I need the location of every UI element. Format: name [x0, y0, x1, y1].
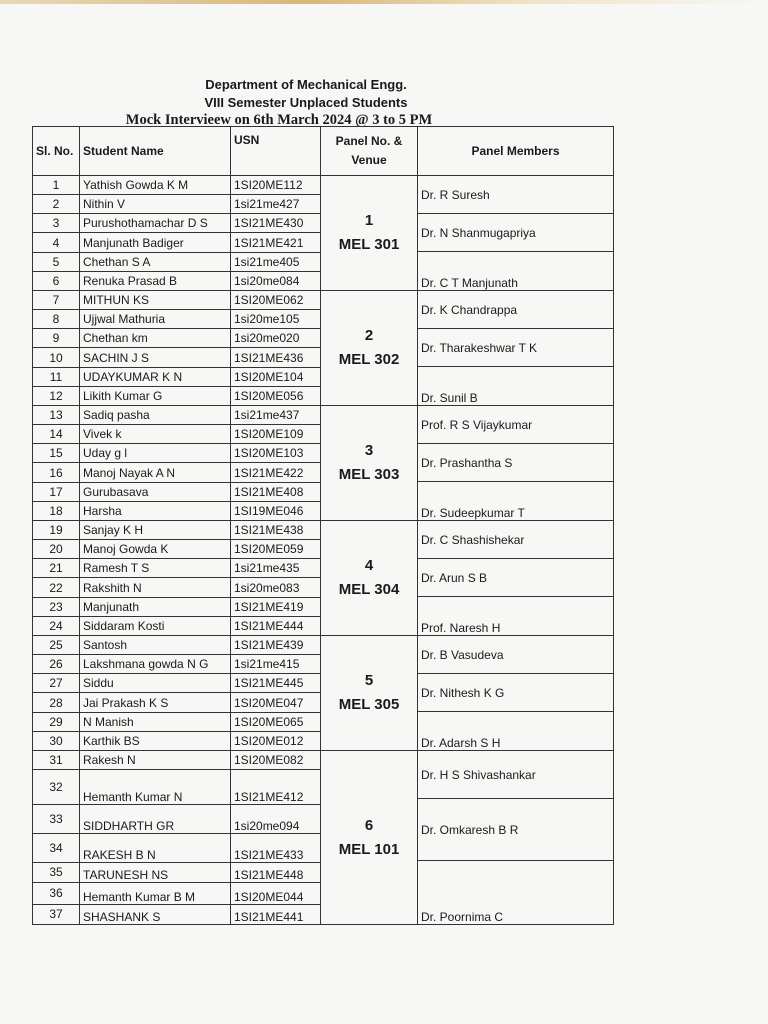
sl-no-cell: 26 — [33, 655, 80, 674]
table-row — [33, 636, 614, 655]
interview-schedule-title: Mock Intervieew on 6th March 2024 @ 3 to 5 PM — [125, 112, 433, 128]
table-row — [33, 751, 614, 770]
panel-member-name: Dr. Poornima C — [421, 910, 504, 924]
student-name-cell: Sadiq pasha — [80, 406, 231, 425]
student-name-cell: Hemanth Kumar B M — [80, 882, 231, 904]
panel-venue-cell — [321, 521, 418, 636]
sl-no-cell: 11 — [33, 367, 80, 386]
panel-member — [418, 559, 613, 597]
student-name-cell: Karthik BS — [80, 731, 231, 750]
panel-venue-cell — [321, 406, 418, 521]
panel-member — [418, 597, 613, 635]
sl-no-cell: 37 — [33, 904, 80, 924]
panel-member-name: Dr. Sudeepkumar T — [421, 506, 525, 520]
student-name-cell: TARUNESH NS — [80, 862, 231, 882]
header-sl-no: Sl. No. — [33, 127, 80, 176]
panel-member — [418, 176, 613, 214]
panel-member-name: Prof. R S Vijaykumar — [421, 417, 533, 432]
student-name-cell: Lakshmana gowda N G — [80, 655, 231, 674]
table-row — [33, 406, 614, 425]
student-name-cell: Sanjay K H — [80, 521, 231, 540]
usn-cell: 1SI21ME408 — [231, 482, 321, 501]
panel-venue: MEL 304 — [338, 581, 400, 598]
usn-cell: 1SI20ME056 — [231, 386, 321, 405]
usn-cell: 1SI21ME441 — [231, 904, 321, 924]
student-name-cell: Gurubasava — [80, 482, 231, 501]
semester-subtitle: VIII Semester Unplaced Students — [204, 95, 408, 110]
student-name-cell: Manoj Gowda K — [80, 540, 231, 559]
table-row — [33, 176, 614, 195]
panel-members-cell — [418, 636, 614, 751]
sl-no-cell: 20 — [33, 540, 80, 559]
student-name-cell: SACHIN J S — [80, 348, 231, 367]
usn-cell: 1SI21ME438 — [231, 521, 321, 540]
usn-cell: 1SI20ME103 — [231, 444, 321, 463]
table-header-row — [33, 127, 614, 176]
usn-cell: 1SI21ME433 — [231, 834, 321, 862]
student-name-cell: Manoj Nayak A N — [80, 463, 231, 482]
panel-venue: MEL 302 — [338, 351, 400, 368]
panel-member-name: Prof. Naresh H — [421, 621, 501, 635]
usn-cell: 1si20me084 — [231, 271, 321, 290]
panel-number: 6 — [364, 816, 374, 834]
panel-member-name: Dr. Prashantha S — [421, 455, 513, 470]
sl-no-cell: 12 — [33, 386, 80, 405]
student-name-cell: Manjunath — [80, 597, 231, 616]
student-name-cell: Rakesh N — [80, 751, 231, 770]
header-panel-line2: Venue — [351, 153, 387, 167]
panel-member — [418, 291, 613, 329]
usn-cell: 1si21me415 — [231, 655, 321, 674]
student-name-cell: Harsha — [80, 501, 231, 520]
panel-member — [418, 482, 613, 520]
student-name-cell: Manjunath Badiger — [80, 233, 231, 252]
usn-cell: 1SI21ME422 — [231, 463, 321, 482]
panel-member — [418, 367, 613, 405]
panel-member — [418, 751, 613, 799]
panel-member-name: Dr. Adarsh S H — [421, 736, 501, 750]
panel-member-name: Dr. R Suresh — [421, 187, 490, 202]
panel-member-name: Dr. B Vasudeva — [421, 647, 504, 662]
student-name-cell: Likith Kumar G — [80, 386, 231, 405]
student-name-cell: Uday g l — [80, 444, 231, 463]
student-name-cell: Chethan S A — [80, 252, 231, 271]
sl-no-cell: 18 — [33, 501, 80, 520]
sl-no-cell: 13 — [33, 406, 80, 425]
sl-no-cell: 27 — [33, 674, 80, 693]
panel-number: 5 — [364, 672, 374, 689]
panel-members-cell — [418, 751, 614, 925]
department-title: Department of Mechanical Engg. — [205, 77, 407, 92]
sl-no-cell: 29 — [33, 712, 80, 731]
usn-cell: 1SI20ME109 — [231, 425, 321, 444]
usn-cell: 1SI21ME412 — [231, 770, 321, 805]
panel-venue-cell — [321, 751, 418, 925]
panel-members-cell — [418, 176, 614, 291]
table-row — [33, 291, 614, 310]
panel-number: 2 — [364, 327, 374, 344]
student-name-cell: Hemanth Kumar N — [80, 770, 231, 805]
sl-no-cell: 4 — [33, 233, 80, 252]
sl-no-cell: 1 — [33, 176, 80, 195]
sl-no-cell: 3 — [33, 214, 80, 233]
panel-member-name: Dr. Omkaresh B R — [421, 822, 519, 837]
table-body — [33, 176, 614, 925]
student-name-cell: Jai Prakash K S — [80, 693, 231, 712]
mock-interview-table — [32, 126, 614, 925]
student-name-cell: N Manish — [80, 712, 231, 731]
sl-no-cell: 32 — [33, 770, 80, 805]
panel-venue: MEL 303 — [338, 466, 400, 483]
panel-member — [418, 636, 613, 674]
panel-member — [418, 214, 613, 252]
sl-no-cell: 30 — [33, 731, 80, 750]
sl-no-cell: 21 — [33, 559, 80, 578]
panel-venue: MEL 301 — [338, 236, 400, 253]
panel-member — [418, 861, 613, 924]
header-usn: USN — [231, 127, 321, 176]
sl-no-cell: 25 — [33, 636, 80, 655]
panel-number: 4 — [364, 557, 374, 574]
student-name-cell: Santosh — [80, 636, 231, 655]
sl-no-cell: 23 — [33, 597, 80, 616]
table-row — [33, 521, 614, 540]
sl-no-cell: 8 — [33, 310, 80, 329]
panel-members-cell — [418, 291, 614, 406]
panel-member — [418, 799, 613, 861]
panel-member-name: Dr. C T Manjunath — [421, 276, 518, 290]
usn-cell: 1SI21ME439 — [231, 636, 321, 655]
usn-cell: 1SI20ME012 — [231, 731, 321, 750]
panel-member — [418, 674, 613, 712]
panel-venue-cell — [321, 291, 418, 406]
usn-cell: 1SI21ME421 — [231, 233, 321, 252]
usn-cell: 1SI21ME430 — [231, 214, 321, 233]
sl-no-cell: 7 — [33, 291, 80, 310]
header-panel-members: Panel Members — [418, 127, 614, 176]
panel-venue: MEL 101 — [338, 840, 400, 858]
sl-no-cell: 14 — [33, 425, 80, 444]
usn-cell: 1SI21ME445 — [231, 674, 321, 693]
student-name-cell: Ramesh T S — [80, 559, 231, 578]
usn-cell: 1si20me020 — [231, 329, 321, 348]
usn-cell: 1si21me435 — [231, 559, 321, 578]
sl-no-cell: 36 — [33, 882, 80, 904]
panel-number: 1 — [364, 212, 374, 229]
panel-members-cell — [418, 521, 614, 636]
student-name-cell: Renuka Prasad B — [80, 271, 231, 290]
panel-member — [418, 712, 613, 750]
student-name-cell: MITHUN KS — [80, 291, 231, 310]
usn-cell: 1si20me083 — [231, 578, 321, 597]
sl-no-cell: 24 — [33, 616, 80, 635]
student-name-cell: Purushothamachar D S — [80, 214, 231, 233]
student-name-cell: Rakshith N — [80, 578, 231, 597]
student-name-cell: Ujjwal Mathuria — [80, 310, 231, 329]
student-name-cell: UDAYKUMAR K N — [80, 367, 231, 386]
usn-cell: 1SI21ME436 — [231, 348, 321, 367]
panel-member — [418, 329, 613, 367]
panel-member — [418, 252, 613, 290]
header-panel-line1: Panel No. & — [335, 134, 403, 148]
student-name-cell: Siddu — [80, 674, 231, 693]
sl-no-cell: 34 — [33, 834, 80, 862]
student-name-cell: Yathish Gowda K M — [80, 176, 231, 195]
usn-cell: 1SI20ME047 — [231, 693, 321, 712]
panel-venue-cell — [321, 636, 418, 751]
sl-no-cell: 16 — [33, 463, 80, 482]
usn-cell: 1SI21ME448 — [231, 862, 321, 882]
student-name-cell: SIDDHARTH GR — [80, 805, 231, 834]
panel-member-name: Dr. H S Shivashankar — [421, 767, 536, 782]
panel-member-name: Dr. Sunil B — [421, 391, 478, 405]
usn-cell: 1SI20ME044 — [231, 882, 321, 904]
sl-no-cell: 17 — [33, 482, 80, 501]
panel-member-name: Dr. K Chandrappa — [421, 302, 518, 317]
panel-member-name: Dr. N Shanmugapriya — [421, 225, 536, 240]
panel-number: 3 — [364, 442, 374, 459]
sl-no-cell: 33 — [33, 805, 80, 834]
sl-no-cell: 35 — [33, 862, 80, 882]
usn-cell: 1si21me437 — [231, 406, 321, 425]
sl-no-cell: 28 — [33, 693, 80, 712]
usn-cell: 1SI19ME046 — [231, 501, 321, 520]
usn-cell: 1SI21ME444 — [231, 616, 321, 635]
panel-member — [418, 521, 613, 559]
student-name-cell: Nithin V — [80, 195, 231, 214]
usn-cell: 1si20me105 — [231, 310, 321, 329]
panel-member — [418, 406, 613, 444]
usn-cell: 1SI20ME059 — [231, 540, 321, 559]
panel-member-name: Dr. Nithesh K G — [421, 685, 505, 700]
panel-venue-cell — [321, 176, 418, 291]
usn-cell: 1SI20ME082 — [231, 751, 321, 770]
student-name-cell: SHASHANK S — [80, 904, 231, 924]
sl-no-cell: 22 — [33, 578, 80, 597]
top-edge-stripe — [0, 0, 768, 4]
usn-cell: 1si21me405 — [231, 252, 321, 271]
sl-no-cell: 10 — [33, 348, 80, 367]
panel-venue: MEL 305 — [338, 696, 400, 713]
student-name-cell: Chethan km — [80, 329, 231, 348]
sl-no-cell: 15 — [33, 444, 80, 463]
sl-no-cell: 5 — [33, 252, 80, 271]
usn-cell: 1SI20ME112 — [231, 176, 321, 195]
header-panel-venue — [321, 127, 418, 176]
panel-member-name: Dr. Tharakeshwar T K — [421, 340, 538, 355]
panel-member — [418, 444, 613, 482]
student-name-cell: RAKESH B N — [80, 834, 231, 862]
usn-cell: 1SI20ME062 — [231, 291, 321, 310]
usn-cell: 1SI21ME419 — [231, 597, 321, 616]
sl-no-cell: 9 — [33, 329, 80, 348]
header-student-name: Student Name — [80, 127, 231, 176]
panel-member-name: Dr. C Shashishekar — [421, 532, 525, 547]
sl-no-cell: 31 — [33, 751, 80, 770]
sl-no-cell: 6 — [33, 271, 80, 290]
panel-member-name: Dr. Arun S B — [421, 570, 488, 585]
student-name-cell: Vivek k — [80, 425, 231, 444]
usn-cell: 1SI20ME065 — [231, 712, 321, 731]
sl-no-cell: 2 — [33, 195, 80, 214]
panel-members-cell — [418, 406, 614, 521]
usn-cell: 1si20me094 — [231, 805, 321, 834]
usn-cell: 1si21me427 — [231, 195, 321, 214]
student-name-cell: Siddaram Kosti — [80, 616, 231, 635]
sl-no-cell: 19 — [33, 521, 80, 540]
usn-cell: 1SI20ME104 — [231, 367, 321, 386]
